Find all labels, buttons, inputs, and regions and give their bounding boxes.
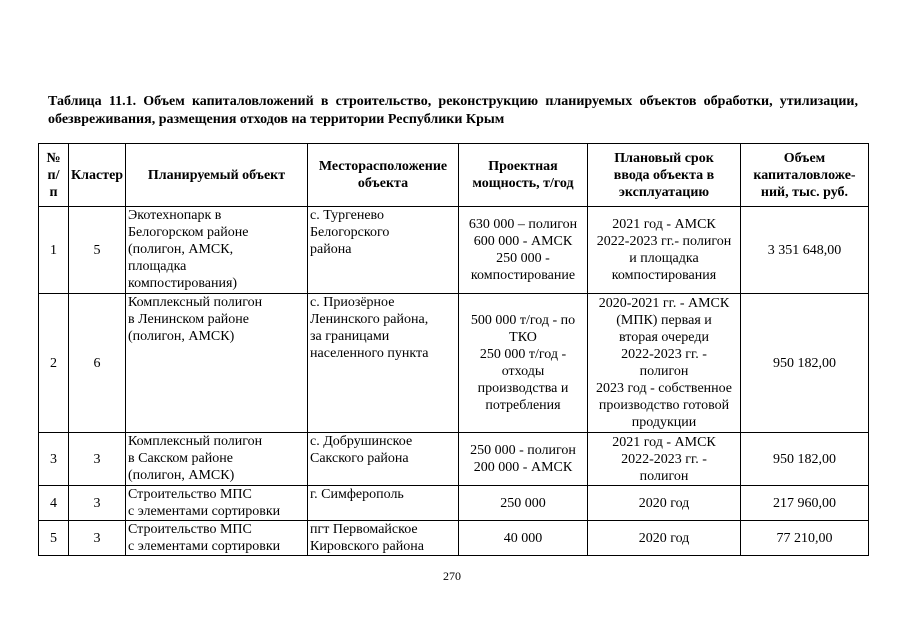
table-row [39, 433, 869, 486]
table-header-row [39, 144, 869, 207]
cell-cluster: 5 [69, 207, 126, 294]
cell-location: пгт Первомайское Кировского района [308, 521, 459, 556]
cell-cluster: 3 [69, 521, 126, 556]
cell-investment: 217 960,00 [741, 486, 869, 521]
table-row [39, 521, 869, 556]
cell-cluster: 6 [69, 294, 126, 433]
cell-location: с. Приозёрное Ленинского района, за границами населенного пункта [308, 294, 459, 433]
header-num: № п/ п [39, 144, 69, 207]
cell-term: 2020 год [588, 521, 741, 556]
cell-num: 1 [39, 207, 69, 294]
header-capacity: Проектная мощность, т/год [459, 144, 588, 207]
cell-investment: 77 210,00 [741, 521, 869, 556]
cell-object: Экотехнопарк в Белогорском районе (полигон, АМСК, площадка компостирования) [126, 207, 308, 294]
cell-capacity: 500 000 т/год - по ТКО 250 000 т/год - отходы производства и потребления [459, 294, 588, 433]
investment-table [38, 143, 869, 556]
table-row [39, 207, 869, 294]
table-caption: Таблица 11.1. Объем капиталовложений в строительство, реконструкцию планируемых объектов обработки, утилизации, обезвреживания, размещения отходов на территории Республики Крым [48, 94, 858, 127]
cell-cluster: 3 [69, 486, 126, 521]
cell-num: 2 [39, 294, 69, 433]
cell-num: 4 [39, 486, 69, 521]
page-number: 270 [443, 569, 461, 583]
cell-investment: 950 182,00 [741, 294, 869, 433]
cell-object: Комплексный полигон в Сакском районе (полигон, АМСК) [126, 433, 308, 486]
header-object: Планируемый объект [126, 144, 308, 207]
cell-object: Комплексный полигон в Ленинском районе (полигон, АМСК) [126, 294, 308, 433]
header-term: Плановый срок ввода объекта в эксплуатацию [588, 144, 741, 207]
cell-term: 2021 год - АМСК 2022-2023 гг.- полигон и площадка компостирования [588, 207, 741, 294]
cell-term: 2020-2021 гг. - АМСК (МПК) первая и вторая очереди 2022-2023 гг. - полигон 2023 год - собственное производство готовой продукции [588, 294, 741, 433]
table-row [39, 294, 869, 433]
cell-investment: 950 182,00 [741, 433, 869, 486]
cell-object: Строительство МПС с элементами сортировки [126, 486, 308, 521]
cell-location: с. Добрушинское Сакского района [308, 433, 459, 486]
cell-investment: 3 351 648,00 [741, 207, 869, 294]
cell-num: 5 [39, 521, 69, 556]
cell-capacity: 250 000 [459, 486, 588, 521]
cell-term: 2021 год - АМСК 2022-2023 гг. - полигон [588, 433, 741, 486]
header-location: Месторасположение объекта [308, 144, 459, 207]
cell-location: с. Тургенево Белогорского района [308, 207, 459, 294]
table-row [39, 486, 869, 521]
cell-capacity: 250 000 - полигон 200 000 - АМСК [459, 433, 588, 486]
header-investment: Объем капиталовложе- ний, тыс. руб. [741, 144, 869, 207]
cell-capacity: 630 000 – полигон 600 000 - АМСК 250 000 - компостирование [459, 207, 588, 294]
header-cluster: Кластер [69, 144, 126, 207]
cell-location: г. Симферополь [308, 486, 459, 521]
cell-num: 3 [39, 433, 69, 486]
cell-object: Строительство МПС с элементами сортировки [126, 521, 308, 556]
cell-capacity: 40 000 [459, 521, 588, 556]
cell-cluster: 3 [69, 433, 126, 486]
cell-term: 2020 год [588, 486, 741, 521]
